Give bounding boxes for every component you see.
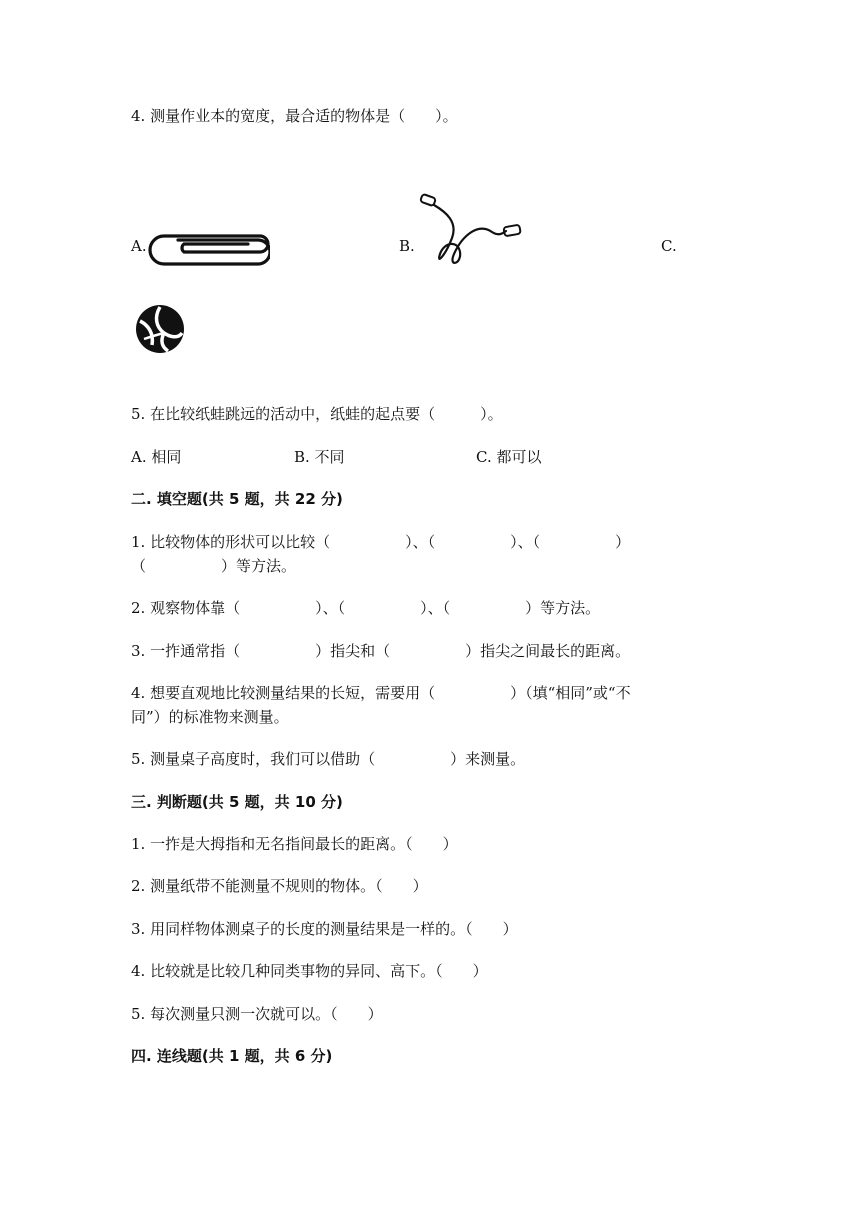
q5-option-b: B. 不同 [294,448,345,466]
fill-q3: 3. 一拃通常指（ ）指尖和（ ）指尖之间最长的距离。 [131,642,631,660]
fill-q1-line1: 1. 比较物体的形状可以比较（ ）、（ ）、（ ） [131,533,631,551]
jump-rope-icon [418,192,524,270]
fill-q2: 2. 观察物体靠（ ）、（ ）、（ ）等方法。 [131,599,601,617]
judge-q1: 1. 一拃是大拇指和无名指间最长的距离。（ ） [131,835,458,853]
option-b-label: B. [399,237,415,255]
judge-q5: 5. 每次测量只测一次就可以。（ ） [131,1005,383,1023]
question-4-text: 4. 测量作业本的宽度，最合适的物体是（ ）。 [131,107,458,125]
q5-option-a: A. 相同 [131,448,182,466]
paperclip-icon [148,226,270,268]
fill-q4-line2: 同”）的标准物来测量。 [131,708,289,726]
question-5-text: 5. 在比较纸蛙跳远的活动中，纸蛙的起点要（ ）。 [131,405,503,423]
option-c-label: C. [661,237,677,255]
fill-q5: 5. 测量桌子高度时，我们可以借助（ ）来测量。 [131,750,526,768]
judge-q2: 2. 测量纸带不能测量不规则的物体。（ ） [131,877,428,895]
judge-q3: 3. 用同样物体测桌子的长度的测量结果是一样的。（ ） [131,920,518,938]
section-4-heading: 四. 连线题(共 1 题，共 6 分) [131,1047,333,1065]
section-2-heading: 二. 填空题(共 5 题，共 22 分) [131,490,343,508]
judge-q4: 4. 比较就是比较几种同类事物的异同、高下。（ ） [131,962,488,980]
fill-q4-line1: 4. 想要直观地比较测量结果的长短，需要用（ ）（填“相同”或“不 [131,684,631,702]
option-a-label: A. [131,237,147,255]
volleyball-icon [134,303,186,355]
section-3-heading: 三. 判断题(共 5 题，共 10 分) [131,793,343,811]
q5-option-c: C. 都可以 [476,448,542,466]
fill-q1-line2: （ ）等方法。 [131,557,297,575]
